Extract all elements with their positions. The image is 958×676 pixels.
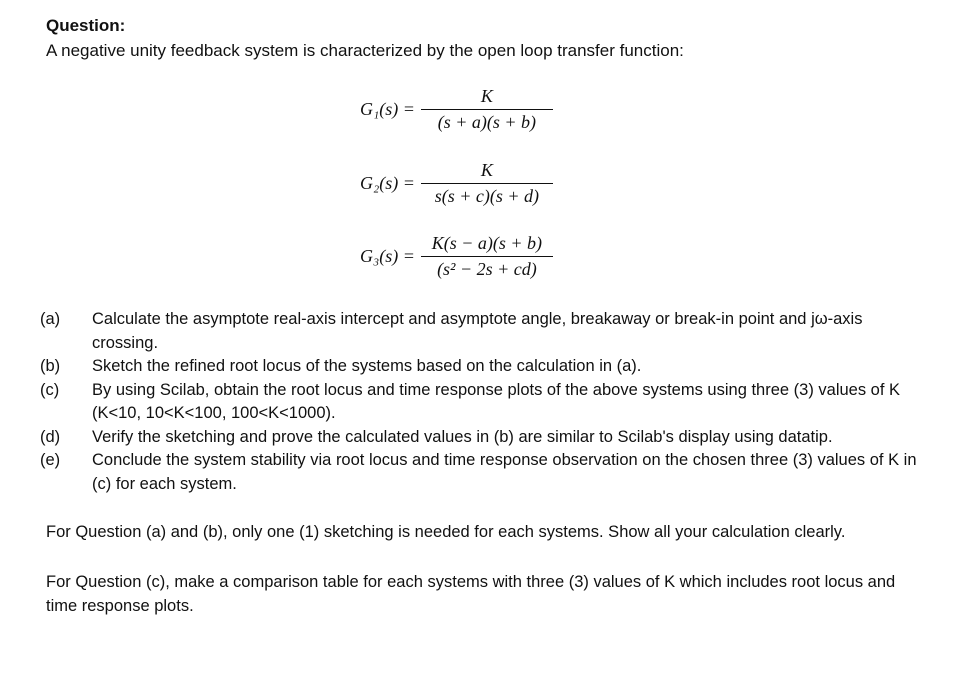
equation-g2-lhs: G₂(s) = bbox=[360, 173, 415, 193]
equation-g3-lhs: G₃(s) = bbox=[360, 246, 415, 266]
list-item bbox=[40, 379, 920, 426]
item-text: Calculate the asymptote real-axis intercept and asymptote angle, breakaway or break-in point and jω-axis crossing. bbox=[92, 310, 863, 352]
equation-g1 bbox=[360, 86, 553, 133]
list-item bbox=[40, 355, 920, 379]
equation-g3-fraction bbox=[421, 233, 553, 280]
note-sketching: For Question (a) and (b), only one (1) sketching is needed for each systems. Show all your calculation clearly. bbox=[46, 523, 846, 541]
item-label: (e) bbox=[40, 451, 61, 469]
item-text: Verify the sketching and prove the calculated values in (b) are similar to Scilab's display using datatip. bbox=[92, 427, 833, 446]
equation-g2-fraction bbox=[421, 160, 553, 207]
item-label: (b) bbox=[40, 357, 61, 375]
item-text: By using Scilab, obtain the root locus and time response plots of the above systems using three (3) values of K (K<10, 10<K<100, 100<K<1000). bbox=[92, 380, 901, 422]
question-intro: A negative unity feedback system is characterized by the open loop transfer function: bbox=[46, 41, 684, 60]
equation-g1-lhs: G₁(s) = bbox=[360, 99, 415, 119]
equation-g3-denominator: (s² − 2s + cd) bbox=[437, 259, 537, 279]
equation-g3 bbox=[360, 233, 553, 280]
question-items-list bbox=[40, 308, 920, 496]
equation-g1-fraction bbox=[421, 86, 553, 133]
equation-g1-denominator: (s + a)(s + b) bbox=[437, 112, 537, 132]
equation-g1-numerator: K bbox=[421, 86, 553, 110]
equation-g3-numerator: K(s − a)(s + b) bbox=[421, 233, 553, 257]
item-text: Conclude the system stability via root locus and time response observation on the chosen three (3) values of K in (c) for each system. bbox=[92, 451, 917, 493]
equation-g2 bbox=[360, 160, 553, 207]
equation-g2-numerator: K bbox=[421, 160, 553, 184]
question-heading: Question: bbox=[46, 16, 126, 35]
item-label: (a) bbox=[40, 310, 61, 328]
list-item bbox=[40, 449, 920, 496]
item-label: (c) bbox=[40, 380, 60, 399]
equation-g2-denominator: s(s + c)(s + d) bbox=[434, 186, 540, 206]
item-text: Sketch the refined root locus of the systems based on the calculation in (a). bbox=[92, 357, 642, 375]
list-item bbox=[40, 426, 920, 450]
item-label: (d) bbox=[40, 427, 61, 446]
note-comparison-table: For Question (c), make a comparison table for each systems with three (3) values of K which includes root locus and time response plots. bbox=[46, 573, 896, 615]
list-item bbox=[40, 308, 920, 355]
